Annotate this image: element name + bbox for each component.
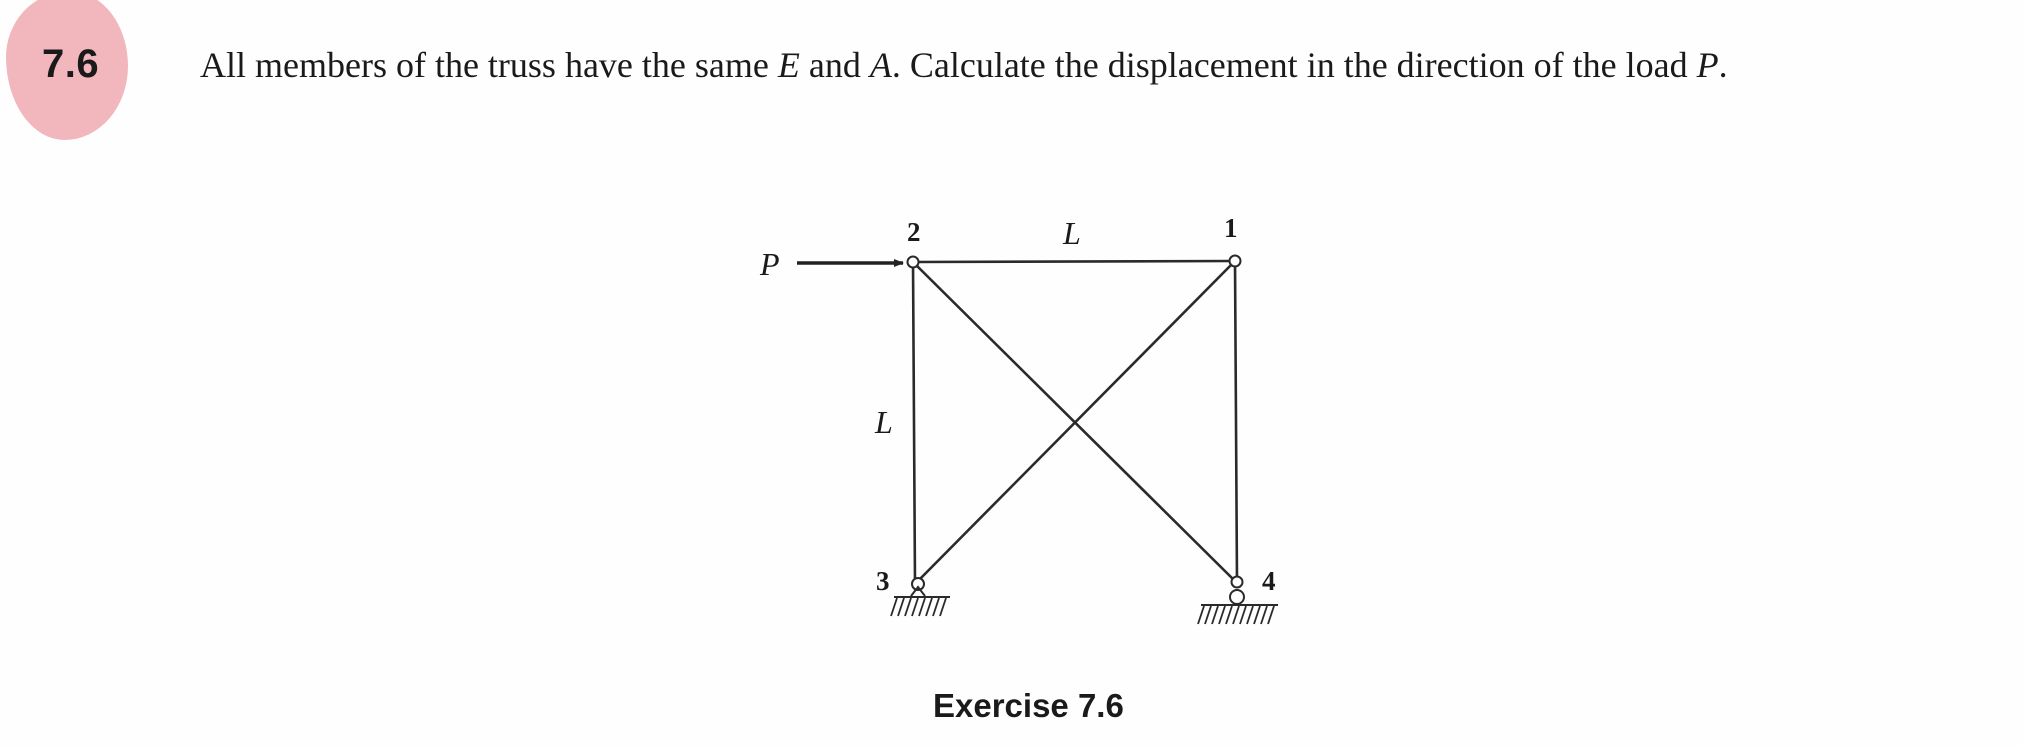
top-length-label: L <box>1063 215 1081 251</box>
symbol-E: E <box>777 45 800 85</box>
load-label: P <box>760 246 780 282</box>
figure-caption: Exercise 7.6 <box>933 687 1124 724</box>
pin-support-3 <box>891 578 950 616</box>
statement-text-3: . Calculate the displacement in the direction of the load <box>891 45 1697 85</box>
node-label-2: 2 <box>907 217 921 247</box>
member-1-3 <box>915 261 1235 584</box>
exercise-number: 7.6 <box>42 42 100 86</box>
member-2-3 <box>913 262 915 584</box>
member-2-1 <box>913 261 1235 262</box>
joint-1 <box>1230 256 1241 267</box>
statement-text-4: . <box>1718 45 1728 85</box>
node-label-3: 3 <box>876 566 890 596</box>
statement-text-1: All members of the truss have the same <box>200 45 778 85</box>
symbol-P: P <box>1696 45 1719 85</box>
symbol-A: A <box>869 45 892 85</box>
statement-text-2: and <box>799 45 870 85</box>
node-label-1: 1 <box>1224 213 1238 243</box>
member-1-4 <box>1235 261 1237 583</box>
joint-2 <box>908 257 919 268</box>
left-length-label: L <box>875 404 893 440</box>
node-label-4: 4 <box>1262 566 1276 596</box>
